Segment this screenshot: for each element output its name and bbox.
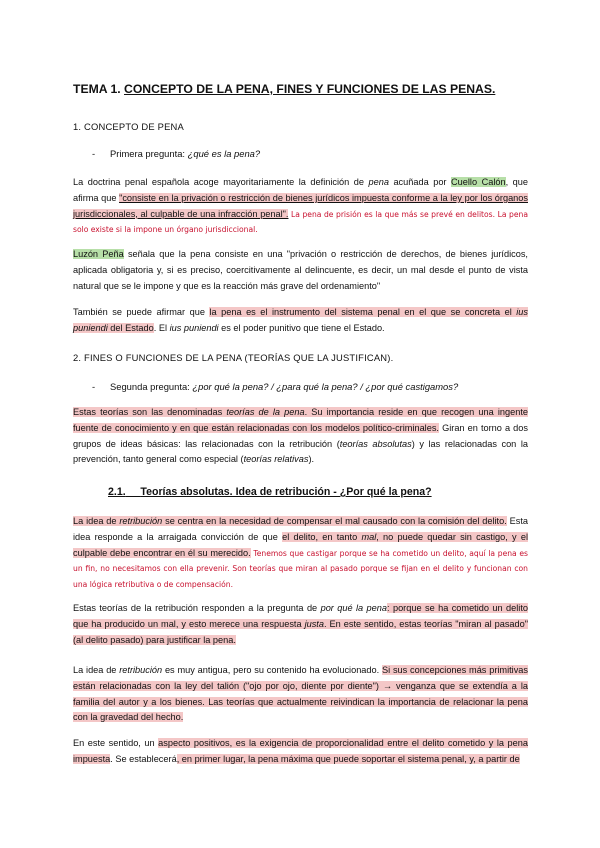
question-1-label: Primera pregunta: [110,148,188,159]
p5-mal: mal [361,531,377,542]
p1-handwritten-note: La pena de prisión es la que más se prevé en delitos. La pena solo existe si la impone un órgano jurisdiccional. [73,209,528,235]
p4-text-a: Estas teorías son las denominadas [73,407,227,417]
paragraph-proporcionalidad [73,736,528,768]
p4-term: teorías de la pena [226,407,305,417]
p3-ius-1: ius puniendi [73,307,528,333]
question-2 [92,381,458,392]
p8-text-a: En este sentido, un [73,738,159,748]
p6-text-e: . En este sentido, estas teorías "miran al pasado" (al delito pasado) para justificar la pena. [73,618,528,645]
p3-text-g: es el poder punitivo que tiene el Estado. [218,322,385,333]
title-text: CONCEPTO DE LA PENA, FINES Y FUNCIONES DE LAS PENAS. [124,82,496,96]
p4-text-c: . Su importancia reside en que recogen una ingente fuente de conocimiento y en que están relacionadas con los modelos político-criminales. [73,407,528,433]
question-1 [92,148,260,159]
p5-term: retribución [119,516,163,526]
question-2-text: ¿por qué la pena? / ¿para qué la pena? / ¿por qué castigamos? [192,381,459,392]
p4-absolutas: teorías absolutas [339,438,412,449]
paragraph-definition-luzon [73,247,528,294]
bullet-dash: - [92,148,96,159]
paragraph-por-que-pena [73,601,528,648]
paragraph-retribucion [73,514,528,593]
paragraph-ius-puniendi [73,305,528,337]
p8-highlight-2: , en primer lugar, la pena máxima que puede soportar el sistema penal, y, a partir de [176,753,520,764]
subsection-gap [126,486,141,498]
p1-text-a: La doctrina penal española acoge mayoritariamente la definición de [73,177,369,187]
page-title [73,82,495,96]
p5-text-c: se centra en la necesidad de compensar el mal causado con la comisión del delito. [162,516,507,526]
section-1-heading: 1. CONCEPTO DE PENA [73,121,184,132]
paragraph-teorias [73,405,528,468]
p3-text-a: También se puede afirmar que [73,307,210,317]
p7-highlight: Si sus concepciones más primitivas están relacionadas con la ley del talión ("ojo por ojo, diente por diente") → venganza que se extendía a la familia del autor y a los bienes. Las teorías que actualmente reivindican la importancia de relacionar la pena con la gravedad del hecho. [73,665,529,723]
p5-text-g: , no puede quedar sin castigo, y el culpable debe encontrar en él su merecido. [73,531,529,558]
p4-text-d: Giran en torno a dos grupos de ideas básicas: las relacionadas con la retribución ( [73,422,528,449]
p3-text-d: del Estado [107,322,154,333]
p7-term: retribución [119,665,163,675]
p1-text-d: , que afirma que [73,177,528,203]
p3-ius-2: ius puniendi [169,322,219,333]
p5-highlight-1 [73,516,507,526]
p6-text-a: Estas teorías de la retribución responden a la pregunta de [73,603,321,613]
p4-relativas: teorías relativas [243,454,309,465]
paragraph-definition-cuello [73,175,528,238]
p3-text-e: . El [153,322,170,333]
p6-text-c: : porque se ha cometido un delito que ha producido un mal, y esto merece una respuesta [73,603,528,629]
p1-term-pena: pena [368,177,389,187]
subsection-number: 2.1. [108,486,126,498]
p1-author: Cuello Calón [451,177,506,187]
title-prefix: TEMA 1. [73,82,125,96]
question-2-label: Segunda pregunta: [110,381,193,392]
p7-text-c: es muy antigua, pero su contenido ha evolucionado. [162,665,382,675]
p8-highlight-1: aspecto positivos, es la exigencia de proporcionalidad entre el delito cometido y la pena impuesta [73,738,528,764]
p2-text: señala que la pena consiste en una "privación o restricción de derechos, de bienes jurídicos, aplicada obligatoria y, si es preciso, coercitivamente al delincuente, es decir, un mal desde el punto de vista natural que se le impone y que es la reacción más grave del ordenamiento" [73,249,528,291]
paragraph-talion [73,663,528,726]
p5-text-e: el delito, en tanto [282,531,362,542]
p6-justa: justa [304,618,324,629]
p5-handwritten-note: Tenemos que castigar porque se ha cometido un delito, aquí la pena es un fin, no necesitamos con ella prevenir. Son teorías que miran al pasado porque se fijan en el delito y funcionan con una lógica retributiva o de compensación. [73,548,528,590]
p5-text-a: La idea de [73,516,120,526]
p8-text-c: . Se establecerá [110,753,177,764]
subsection-text: Teorías absolutas. Idea de retribución - ¿Por qué la pena? [140,486,432,498]
p2-author: Luzón Peña [73,249,124,259]
p6-term: por qué la pena [320,603,387,613]
p1-text-c: acuñada por [388,177,452,187]
section-2-heading: 2. FINES O FUNCIONES DE LA PENA (TEORÍAS QUE LA JUSTIFICAN). [73,352,394,363]
p4-text-h: ). [308,454,315,465]
p7-text-a: La idea de [73,665,120,675]
p3-text-b: la pena es el instrumento del sistema penal en el que se concreta el [209,307,517,317]
subsection-heading [108,486,432,498]
bullet-dash: - [92,381,96,392]
p4-text-f: ) y las relacionadas con la prevención, tanto general como especial ( [73,438,528,465]
question-1-text: ¿qué es la pena? [187,148,261,159]
p5-text-d: Esta idea responde a la arraigada convicción de que [73,516,528,542]
p1-quote: "consiste en la privación o restricción de bienes jurídicos impuesta conforme a la ley por los órganos jurisdiccionales, al culpable de una infracción penal". [73,192,528,219]
